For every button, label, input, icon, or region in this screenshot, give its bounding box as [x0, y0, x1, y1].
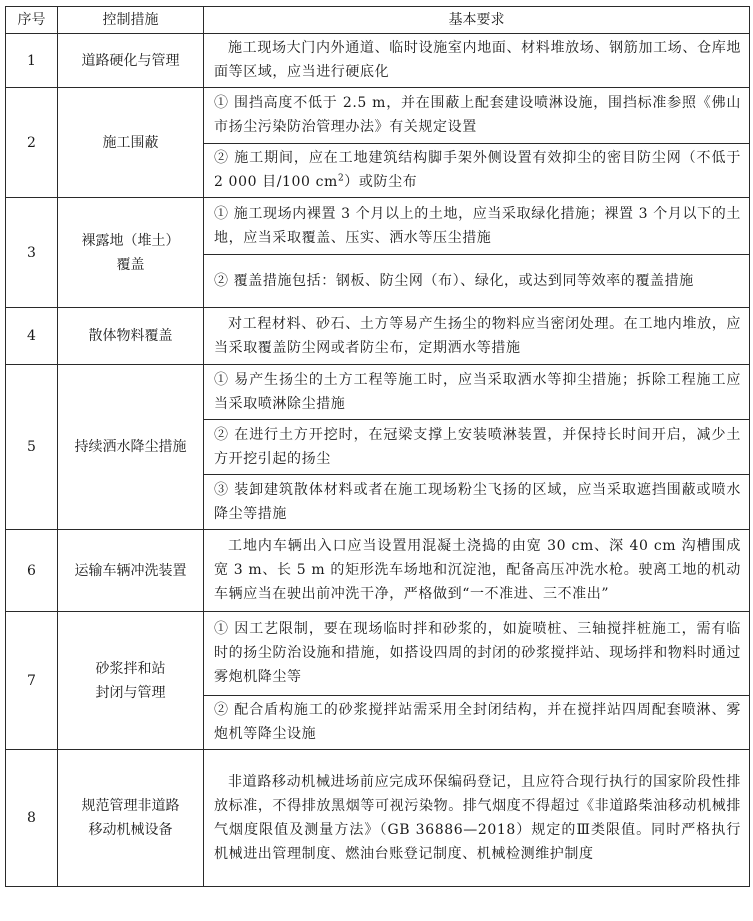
requirement-text-part: ）或防尘布	[344, 174, 418, 190]
table-row	[6, 34, 750, 88]
control-measure: 施工围蔽	[58, 88, 204, 198]
row-number: 8	[6, 750, 58, 887]
requirement-text: ② 配合盾构施工的砂浆搅拌站需采用全封闭结构，并在搅拌站四周配套喷淋、雾炮机等降尘设施	[204, 696, 750, 750]
requirement-text	[204, 144, 750, 198]
requirement-text: 施工现场大门内外通道、临时设施室内地面、材料堆放场、钢筋加工场、仓库地面等区域，应当进行硬底化	[204, 34, 750, 88]
requirement-text: ① 因工艺限制，要在现场临时拌和砂浆的，如旋喷桩、三轴搅拌桩施工，需有临时的扬尘防治设施和措施，如搭设四周的封闭的砂浆搅拌站、现场拌和物料时通过雾炮机降尘等	[204, 612, 750, 696]
dust-control-table	[5, 6, 750, 887]
header-row	[6, 7, 750, 34]
row-number: 4	[6, 308, 58, 365]
header-measure: 控制措施	[58, 7, 204, 34]
control-measure	[58, 750, 204, 887]
control-measure	[58, 198, 204, 308]
row-number: 5	[6, 365, 58, 530]
requirement-text-part: ② 施工期间，应在工地建筑结构脚手架外侧设置有效抑尘的密目防尘网（不低于 2 000 目/100 cm	[214, 150, 741, 190]
row-number: 3	[6, 198, 58, 308]
control-measure: 持续洒水降尘措施	[58, 365, 204, 530]
control-measure-line: 裸露地（堆土）	[81, 232, 180, 249]
header-requirement: 基本要求	[204, 7, 750, 34]
control-measure-line: 规范管理非道路	[81, 798, 180, 814]
control-measure: 散体物料覆盖	[58, 308, 204, 365]
table-row	[6, 198, 750, 255]
requirement-text: 工地内车辆出入口应当设置用混凝土浇捣的由宽 30 cm、深 40 cm 沟槽围成宽 3 m、长 5 m 的矩形洗车场地和沉淀池，配备高压冲洗水枪。驶离工地的机动车辆应当在驶出前冲洗干净，严格做到“一不准进、三不准出”	[204, 530, 750, 612]
table-wrapper	[5, 6, 749, 887]
requirement-text: ① 围挡高度不低于 2.5 m，并在围蔽上配套建设喷淋设施，围挡标准参照《佛山市扬尘污染防治管理办法》有关规定设置	[204, 88, 750, 144]
table-row	[6, 530, 750, 612]
requirement-text: ① 易产生扬尘的土方工程等施工时，应当采取洒水等抑尘措施；拆除工程施工应当采取喷淋除尘措施	[204, 365, 750, 420]
table-row	[6, 308, 750, 365]
requirement-text: ② 在进行土方开挖时，在冠梁支撑上安装喷淋装置，并保持长时间开启，减少土方开挖引起的扬尘	[204, 420, 750, 475]
row-number: 7	[6, 612, 58, 750]
row-number: 2	[6, 88, 58, 198]
table-row	[6, 612, 750, 696]
requirement-text: 对工程材料、砂石、土方等易产生扬尘的物料应当密闭处理。在工地内堆放，应当采取覆盖防尘网或者防尘布，定期洒水等措施	[204, 308, 750, 365]
table-row	[6, 365, 750, 420]
row-number: 1	[6, 34, 58, 88]
superscript-2: 2	[337, 173, 345, 184]
control-measure: 运输车辆冲洗装置	[58, 530, 204, 612]
control-measure-line: 覆盖	[116, 256, 145, 273]
table-row	[6, 750, 750, 887]
requirement-text: 非道路移动机械进场前应完成环保编码登记，且应符合现行执行的国家阶段性排放标准，不得排放黑烟等可视污染物。排气烟度不得超过《非道路柴油移动机械排气烟度限值及测量方法》（GB 36886—2018）规定的Ⅲ类限值。同时严格执行机械进出管理制度、燃油台账登记制度、机械检测维护制度	[204, 750, 750, 887]
control-measure-line: 封闭与管理	[95, 684, 166, 701]
table-row	[6, 88, 750, 144]
control-measure: 道路硬化与管理	[58, 34, 204, 88]
control-measure-line: 砂浆拌和站	[95, 660, 166, 677]
row-number: 6	[6, 530, 58, 612]
control-measure-line: 移动机械设备	[88, 822, 173, 838]
requirement-text: ③ 装卸建筑散体材料或者在施工现场粉尘飞扬的区域，应当采取遮挡围蔽或喷水降尘等措施	[204, 475, 750, 530]
header-no: 序号	[6, 7, 58, 34]
requirement-text: ① 施工现场内裸置 3 个月以上的土地，应当采取绿化措施；裸置 3 个月以下的土地，应当采取覆盖、压实、洒水等压尘措施	[204, 198, 750, 255]
requirement-text: ② 覆盖措施包括：钢板、防尘网（布）、绿化，或达到同等效率的覆盖措施	[204, 255, 750, 308]
control-measure	[58, 612, 204, 750]
